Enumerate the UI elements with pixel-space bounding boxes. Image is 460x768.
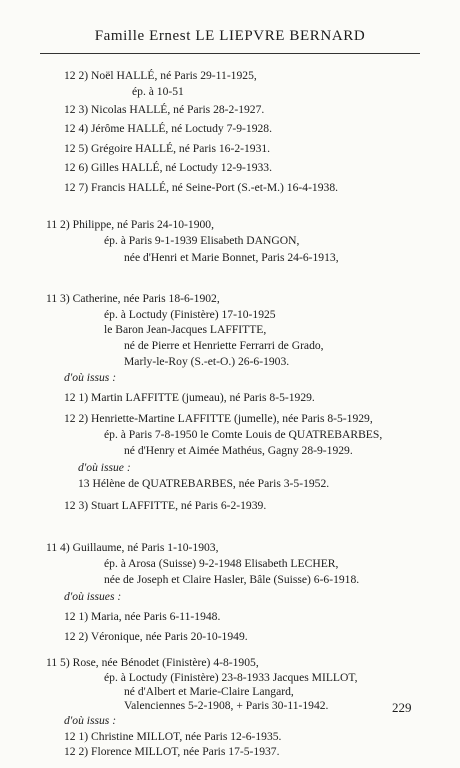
entry-line: né d'Henry et Aimée Mathéus, Gagny 28-9-1929. xyxy=(124,444,353,457)
issue-label: d'où issue : xyxy=(78,461,131,474)
entry-line: né de Pierre et Henriette Ferrarri de Grado, xyxy=(124,339,324,352)
issue-label: d'où issus : xyxy=(64,371,117,384)
entry-line: 12 7) Francis HALLÉ, né Seine-Port (S.-et-M.) 16-4-1938. xyxy=(64,181,339,194)
entry-line: 12 1) Martin LAFFITTE (jumeau), né Paris 8-5-1929. xyxy=(64,391,315,404)
entry-line: ép. à 10-51 xyxy=(132,85,184,98)
header-rule xyxy=(40,53,420,54)
entry-line: née de Joseph et Claire Hasler, Bâle (Suisse) 6-6-1918. xyxy=(104,573,360,586)
entry-line: né d'Albert et Marie-Claire Langard, xyxy=(124,685,294,698)
entry-line: 12 5) Grégoire HALLÉ, né Paris 16-2-1931. xyxy=(64,142,271,155)
entry-line: ép. à Paris 9-1-1939 Elisabeth DANGON, xyxy=(104,234,300,247)
entry-line: Valenciennes 5-2-1908, + Paris 30-11-1942. xyxy=(124,699,329,712)
entry-line: 11 3) Catherine, née Paris 18-6-1902, xyxy=(46,292,220,305)
issue-label: d'où issus : xyxy=(64,714,117,727)
entry-line: 12 4) Jérôme HALLÉ, né Loctudy 7-9-1928. xyxy=(64,122,272,135)
page-header: Famille Ernest LE LIEPVRE BERNARD xyxy=(94,28,366,44)
page-number: 229 xyxy=(392,700,412,715)
entry-line: 12 2) Florence MILLOT, née Paris 17-5-1937. xyxy=(64,745,280,758)
entry-line: ép. à Loctudy (Finistère) 17-10-1925 xyxy=(104,308,276,321)
entry-line: 12 3) Nicolas HALLÉ, né Paris 28-2-1927. xyxy=(64,103,265,116)
entry-line: 11 4) Guillaume, né Paris 1-10-1903, xyxy=(46,541,219,554)
entry-line: le Baron Jean-Jacques LAFFITTE, xyxy=(104,323,267,336)
entry-line: ép. à Paris 7-8-1950 le Comte Louis de QUATREBARBES, xyxy=(104,428,383,441)
entry-line: 12 1) Maria, née Paris 6-11-1948. xyxy=(64,610,221,623)
entry-line: 12 2) Noël HALLÉ, né Paris 29-11-1925, xyxy=(64,69,257,82)
entry-line: ép. à Arosa (Suisse) 9-2-1948 Elisabeth LECHER, xyxy=(104,557,339,570)
entry-line: 12 2) Henriette-Martine LAFFITTE (jumelle), née Paris 8-5-1929, xyxy=(64,412,373,425)
entry-line: 11 2) Philippe, né Paris 24-10-1900, xyxy=(46,218,214,231)
entry-line: 12 3) Stuart LAFFITTE, né Paris 6-2-1939. xyxy=(64,499,267,512)
entry-line: 12 6) Gilles HALLÉ, né Loctudy 12-9-1933. xyxy=(64,161,273,174)
entry-line: 12 1) Christine MILLOT, née Paris 12-6-1935. xyxy=(64,730,282,743)
entry-line: ép. à Loctudy (Finistère) 23-8-1933 Jacques MILLOT, xyxy=(104,671,358,684)
entry-line: née d'Henri et Marie Bonnet, Paris 24-6-1913, xyxy=(124,251,339,264)
entry-line: Marly-le-Roy (S.-et-O.) 26-6-1903. xyxy=(124,355,290,368)
entry-line: 13 Hélène de QUATREBARBES, née Paris 3-5-1952. xyxy=(78,477,330,490)
entry-line: 11 5) Rose, née Bénodet (Finistère) 4-8-1905, xyxy=(46,656,259,669)
entry-line: 12 2) Véronique, née Paris 20-10-1949. xyxy=(64,630,248,643)
issue-label: d'où issues : xyxy=(64,590,122,603)
